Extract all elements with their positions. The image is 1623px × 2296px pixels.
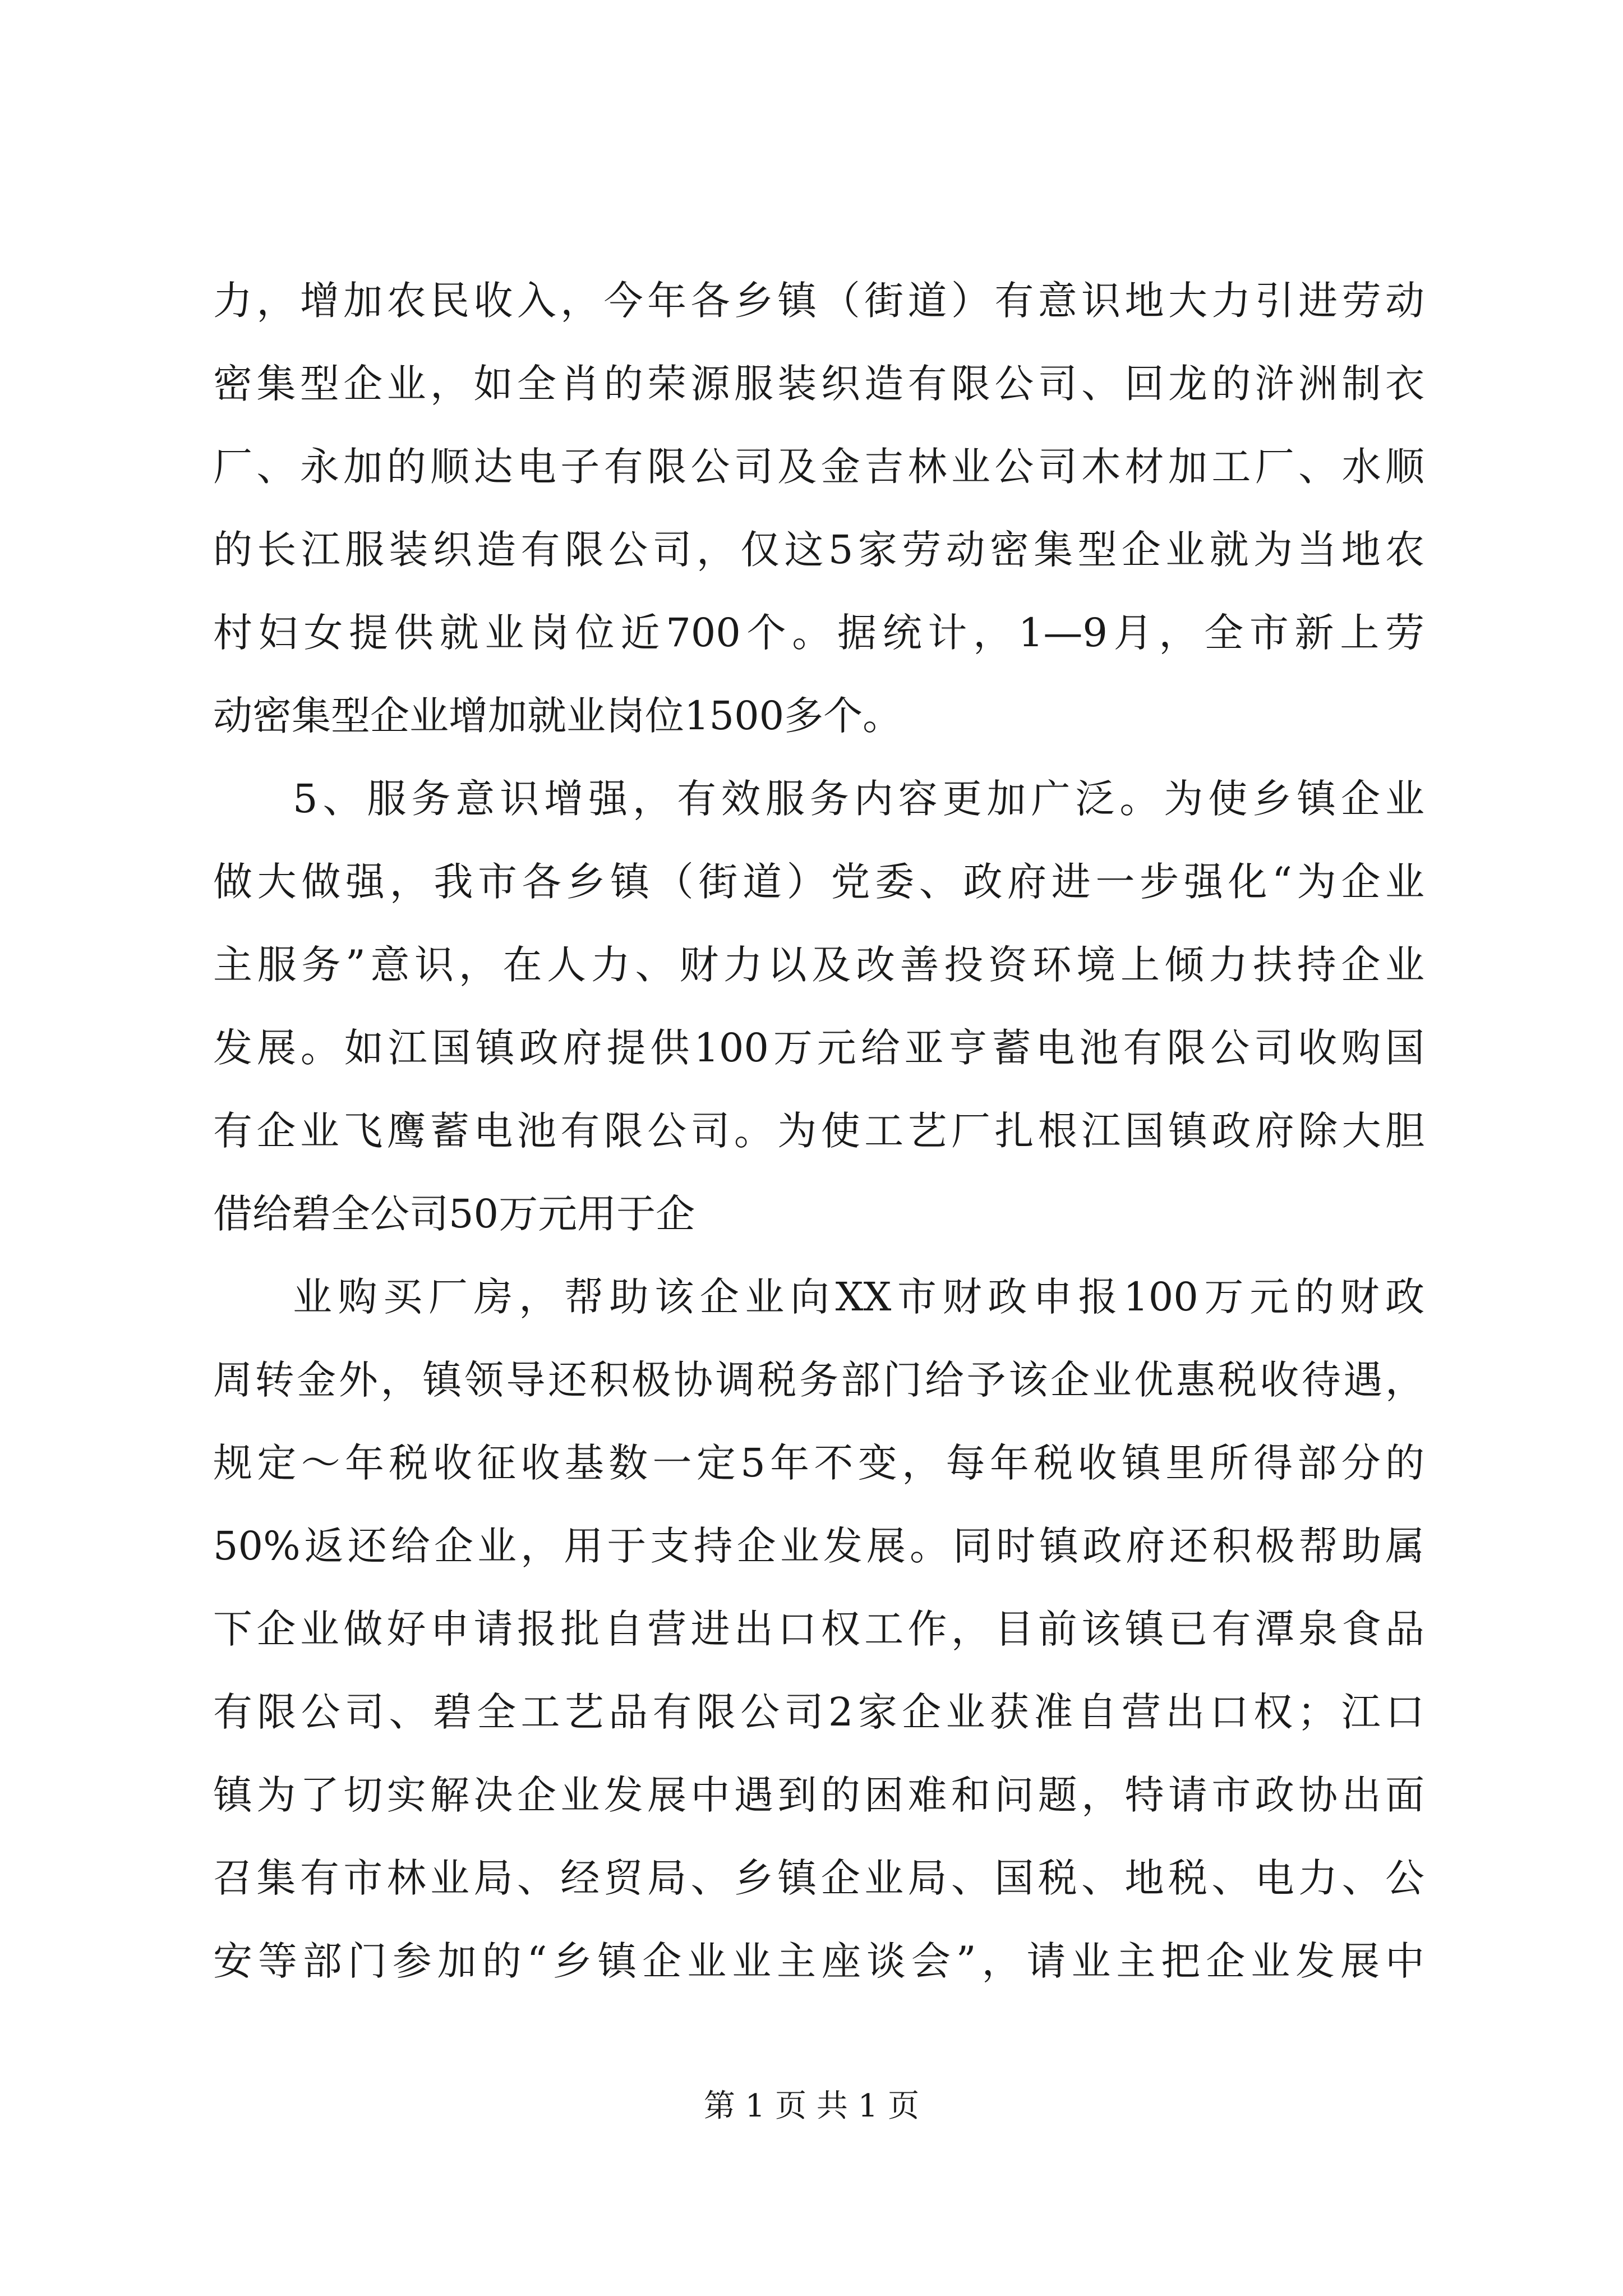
text-line-5: 村妇女提供就业岗位近700个。据统计，1—9月，全市新上劳 <box>213 610 1424 656</box>
text-line-12: 借给碧全公司50万元用于企 <box>213 1191 695 1237</box>
text-line-2: 密集型企业，如全肖的荣源服装织造有限公司、回龙的浒洲制衣 <box>213 361 1424 407</box>
text-line-10: 发展。如江国镇政府提供100万元给亚亨蓄电池有限公司收购国 <box>213 1025 1424 1071</box>
text-line-4: 的长江服装织造有限公司，仅这5家劳动密集型企业就为当地农 <box>213 527 1424 573</box>
text-line-21: 安等部门参加的“乡镇企业业主座谈会”，请业主把企业发展中 <box>213 1938 1424 1984</box>
text-line-7: 5、服务意识增强，有效服务内容更加广泛。为使乡镇企业 <box>293 776 1424 822</box>
text-line-8: 做大做强，我市各乡镇（街道）党委、政府进一步强化“为企业 <box>213 859 1424 905</box>
text-line-6: 动密集型企业增加就业岗位1500多个。 <box>213 693 902 739</box>
text-line-16: 50%返还给企业，用于支持企业发展。同时镇政府还积极帮助属 <box>213 1523 1424 1569</box>
text-line-9: 主服务”意识，在人力、财力以及改善投资环境上倾力扶持企业 <box>213 942 1424 988</box>
text-line-18: 有限公司、碧全工艺品有限公司2家企业获准自营出口权；江口 <box>213 1689 1424 1735</box>
text-line-13: 业购买厂房，帮助该企业向XX市财政申报100万元的财政 <box>293 1274 1424 1320</box>
document-body <box>213 259 1424 2003</box>
text-line-17: 下企业做好申请报批自营进出口权工作，目前该镇已有潭泉食品 <box>213 1606 1424 1652</box>
text-line-20: 召集有市林业局、经贸局、乡镇企业局、国税、地税、电力、公 <box>213 1855 1424 1901</box>
text-line-19: 镇为了切实解决企业发展中遇到的困难和问题，特请市政协出面 <box>213 1772 1424 1818</box>
page-footer <box>0 2084 1623 2129</box>
text-line-14: 周转金外，镇领导还积极协调税务部门给予该企业优惠税收待遇， <box>213 1357 1424 1403</box>
text-line-1: 力，增加农民收入，今年各乡镇（街道）有意识地大力引进劳动 <box>213 278 1424 324</box>
text-line-15: 规定～年税收征收基数一定5年不变，每年税收镇里所得部分的 <box>213 1440 1424 1486</box>
page-number: 第 1 页 共 1 页 <box>703 2088 920 2124</box>
text-line-11: 有企业飞鹰蓄电池有限公司。为使工艺厂扎根江国镇政府除大胆 <box>213 1108 1424 1154</box>
text-line-3: 厂、永加的顺达电子有限公司及金吉林业公司木材加工厂、水顺 <box>213 444 1424 490</box>
